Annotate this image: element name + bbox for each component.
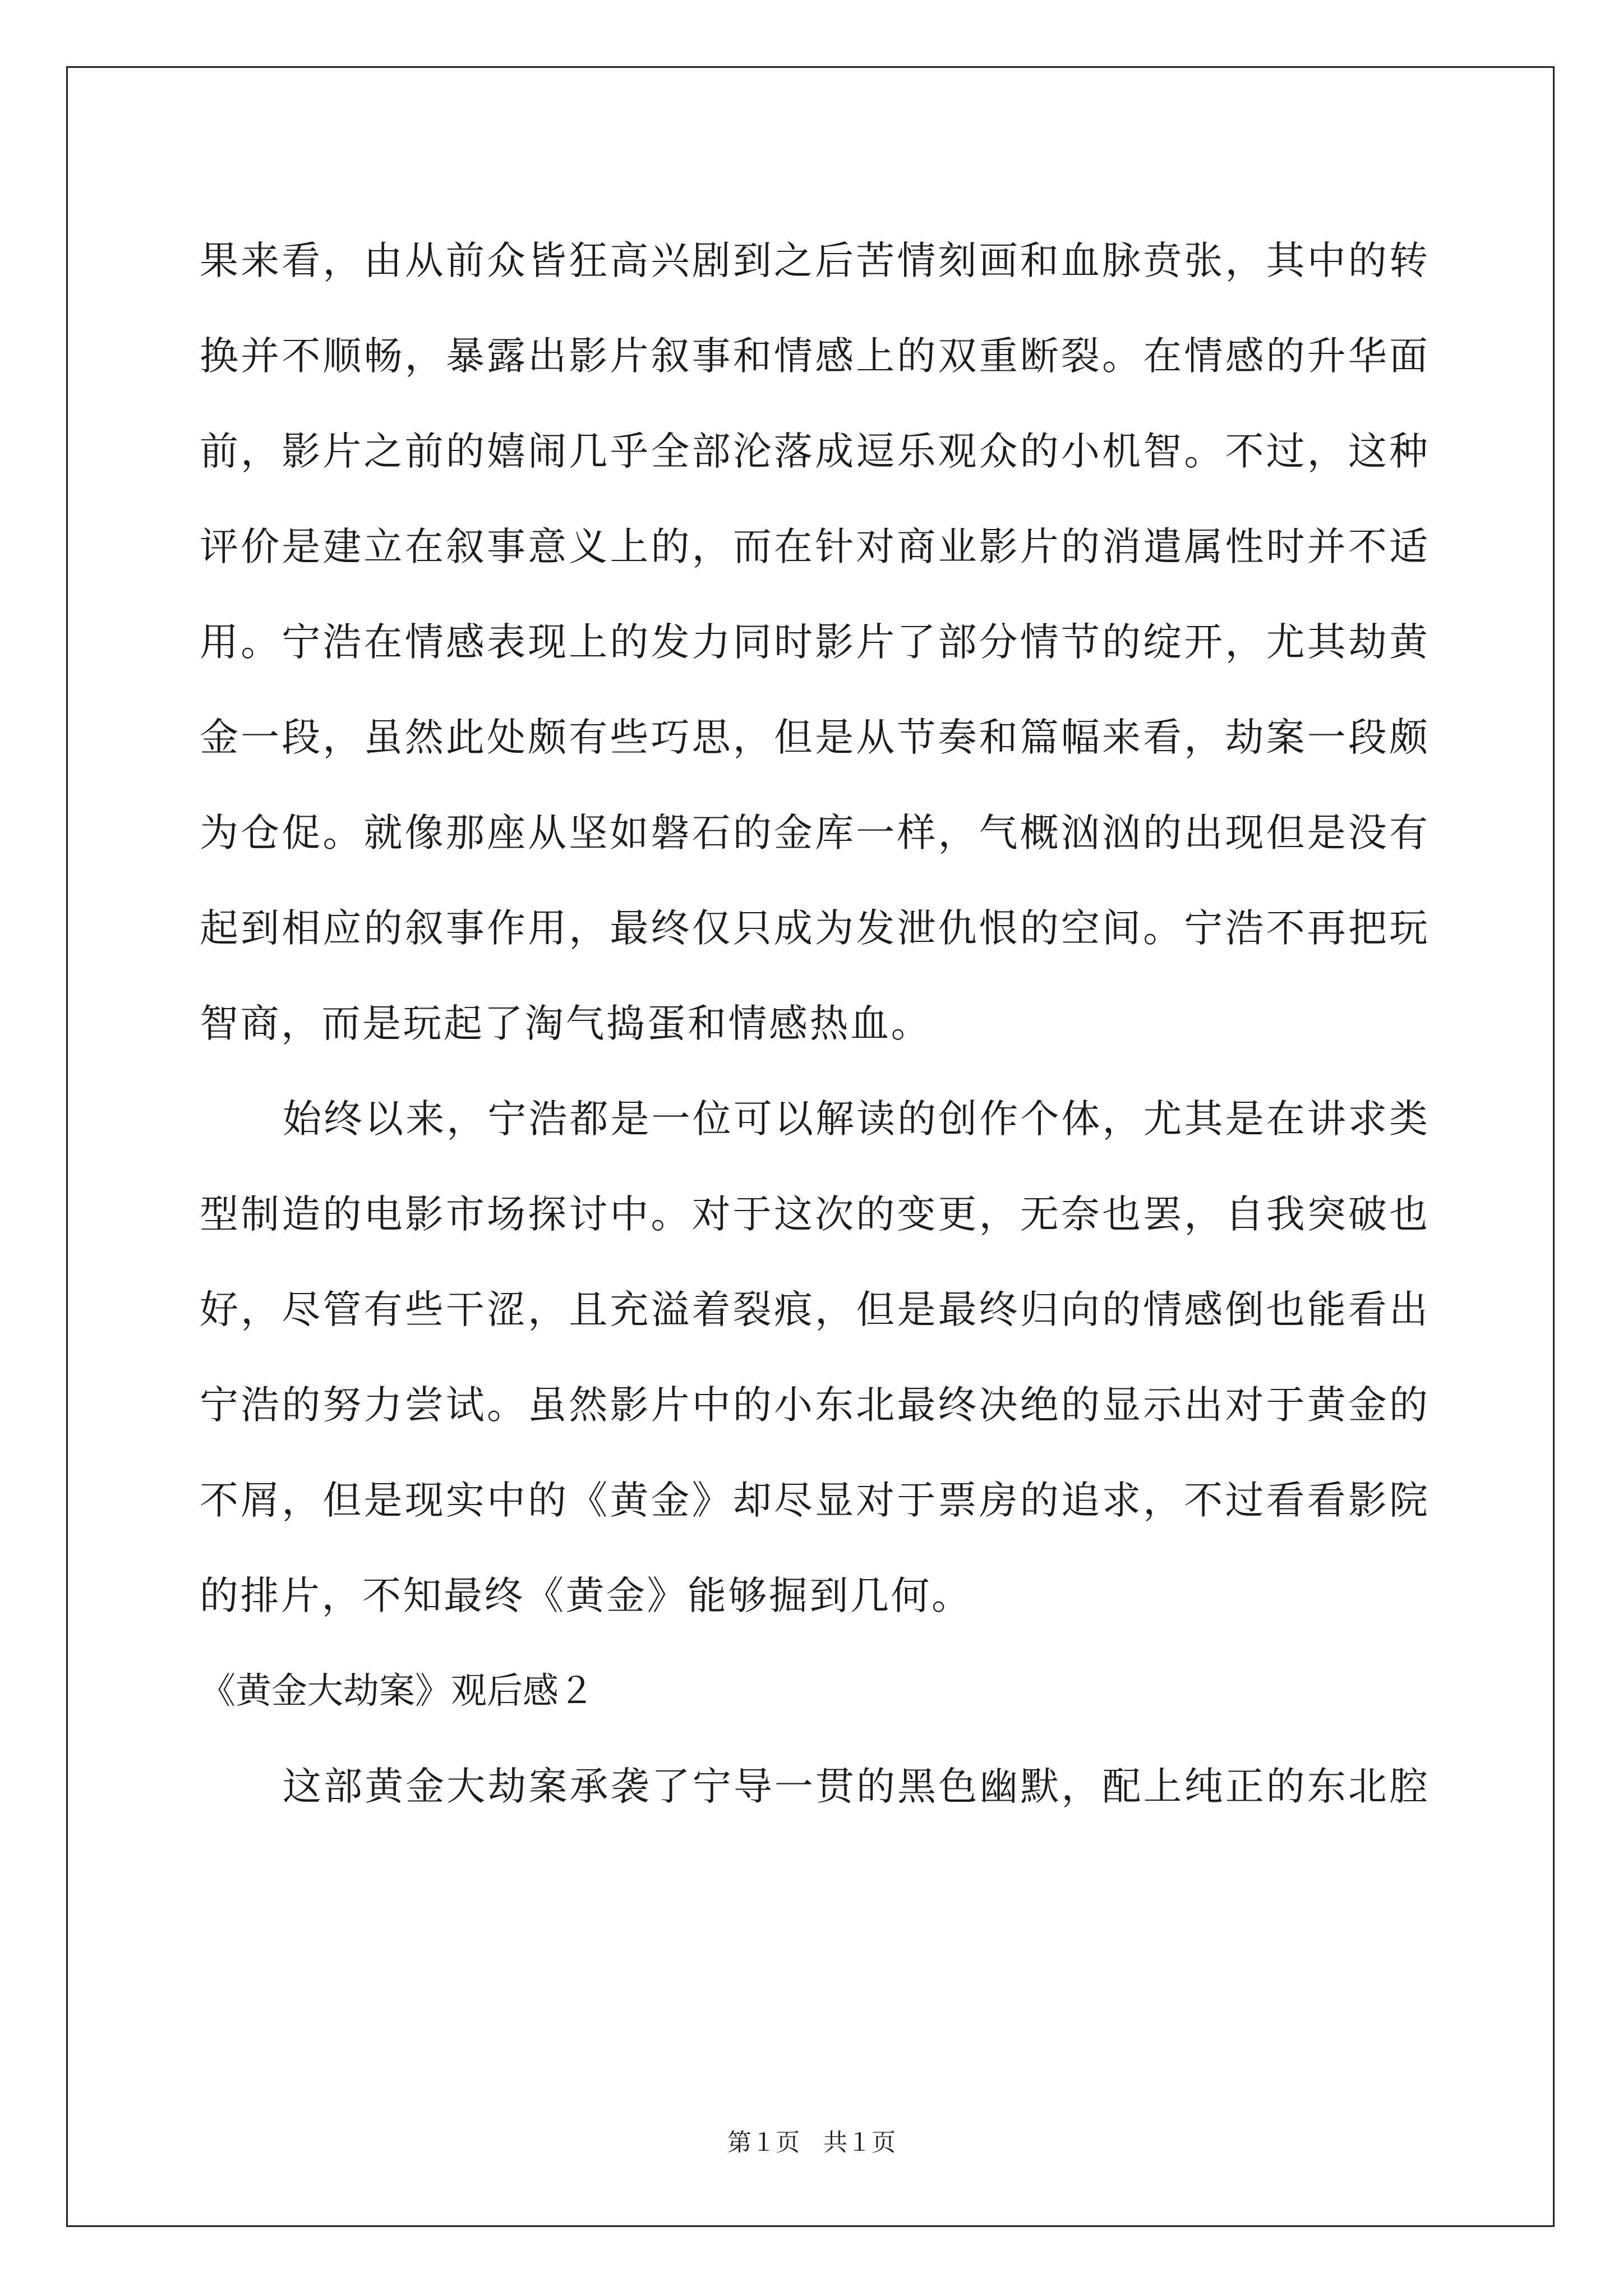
text-line: 用。宁浩在情感表现上的发力同时影片了部分情节的绽开，尤其劫黄 — [200, 620, 1428, 665]
paragraph — [200, 213, 1428, 1071]
text-line: 金一段，虽然此处颇有些巧思，但是从节奏和篇幅来看，劫案一段颇 — [200, 715, 1428, 760]
page-total: 共１页 — [823, 2129, 896, 2157]
text-line: 型制造的电影市场探讨中。对于这次的变更，无奈也罢，自我突破也 — [200, 1192, 1428, 1237]
text-line: 换并不顺畅，暴露出影片叙事和情感上的双重断裂。在情感的升华面 — [200, 334, 1428, 379]
paragraph — [200, 1739, 1428, 1834]
text-line: 这部黄金大劫案承袭了宁导一贯的黑色幽默，配上纯正的东北腔 — [283, 1764, 1428, 1809]
text-line: 好，尽管有些干涩，且充溢着裂痕，但是最终归向的情感倒也能看出 — [200, 1287, 1428, 1332]
text-line: 评价是建立在叙事意义上的，而在针对商业影片的消遣属性时并不适 — [200, 524, 1428, 569]
section-heading: 《黄金大劫案》观后感２ — [200, 1671, 594, 1712]
text-line: 宁浩的努力尝试。虽然影片中的小东北最终决绝的显示出对于黄金的 — [200, 1383, 1428, 1428]
text-line: 不屑，但是现实中的《黄金》却尽显对于票房的追求，不过看看影院 — [200, 1478, 1428, 1523]
paragraph — [200, 1071, 1428, 1644]
page-number: 第１页 — [727, 2129, 800, 2157]
text-line: 的排片，不知最终《黄金》能够掘到几何。 — [200, 1573, 972, 1618]
text-line: 智商，而是玩起了淘气捣蛋和情感热血。 — [200, 1001, 932, 1046]
page-footer — [0, 2126, 1623, 2160]
text-line: 为仓促。就像那座从坚如磐石的金库一样，气概汹汹的出现但是没有 — [200, 811, 1428, 855]
text-line: 前，影片之前的嬉闹几乎全部沦落成逗乐观众的小机智。不过，这种 — [200, 429, 1428, 474]
text-line: 始终以来，宁浩都是一位可以解读的创作个体，尤其是在讲求类 — [283, 1097, 1428, 1142]
document-body — [200, 213, 1428, 1834]
text-line: 果来看，由从前众皆狂高兴剧到之后苦情刻画和血脉贲张，其中的转 — [200, 238, 1428, 283]
text-line: 起到相应的叙事作用，最终仅只成为发泄仇恨的空间。宁浩不再把玩 — [200, 906, 1428, 951]
